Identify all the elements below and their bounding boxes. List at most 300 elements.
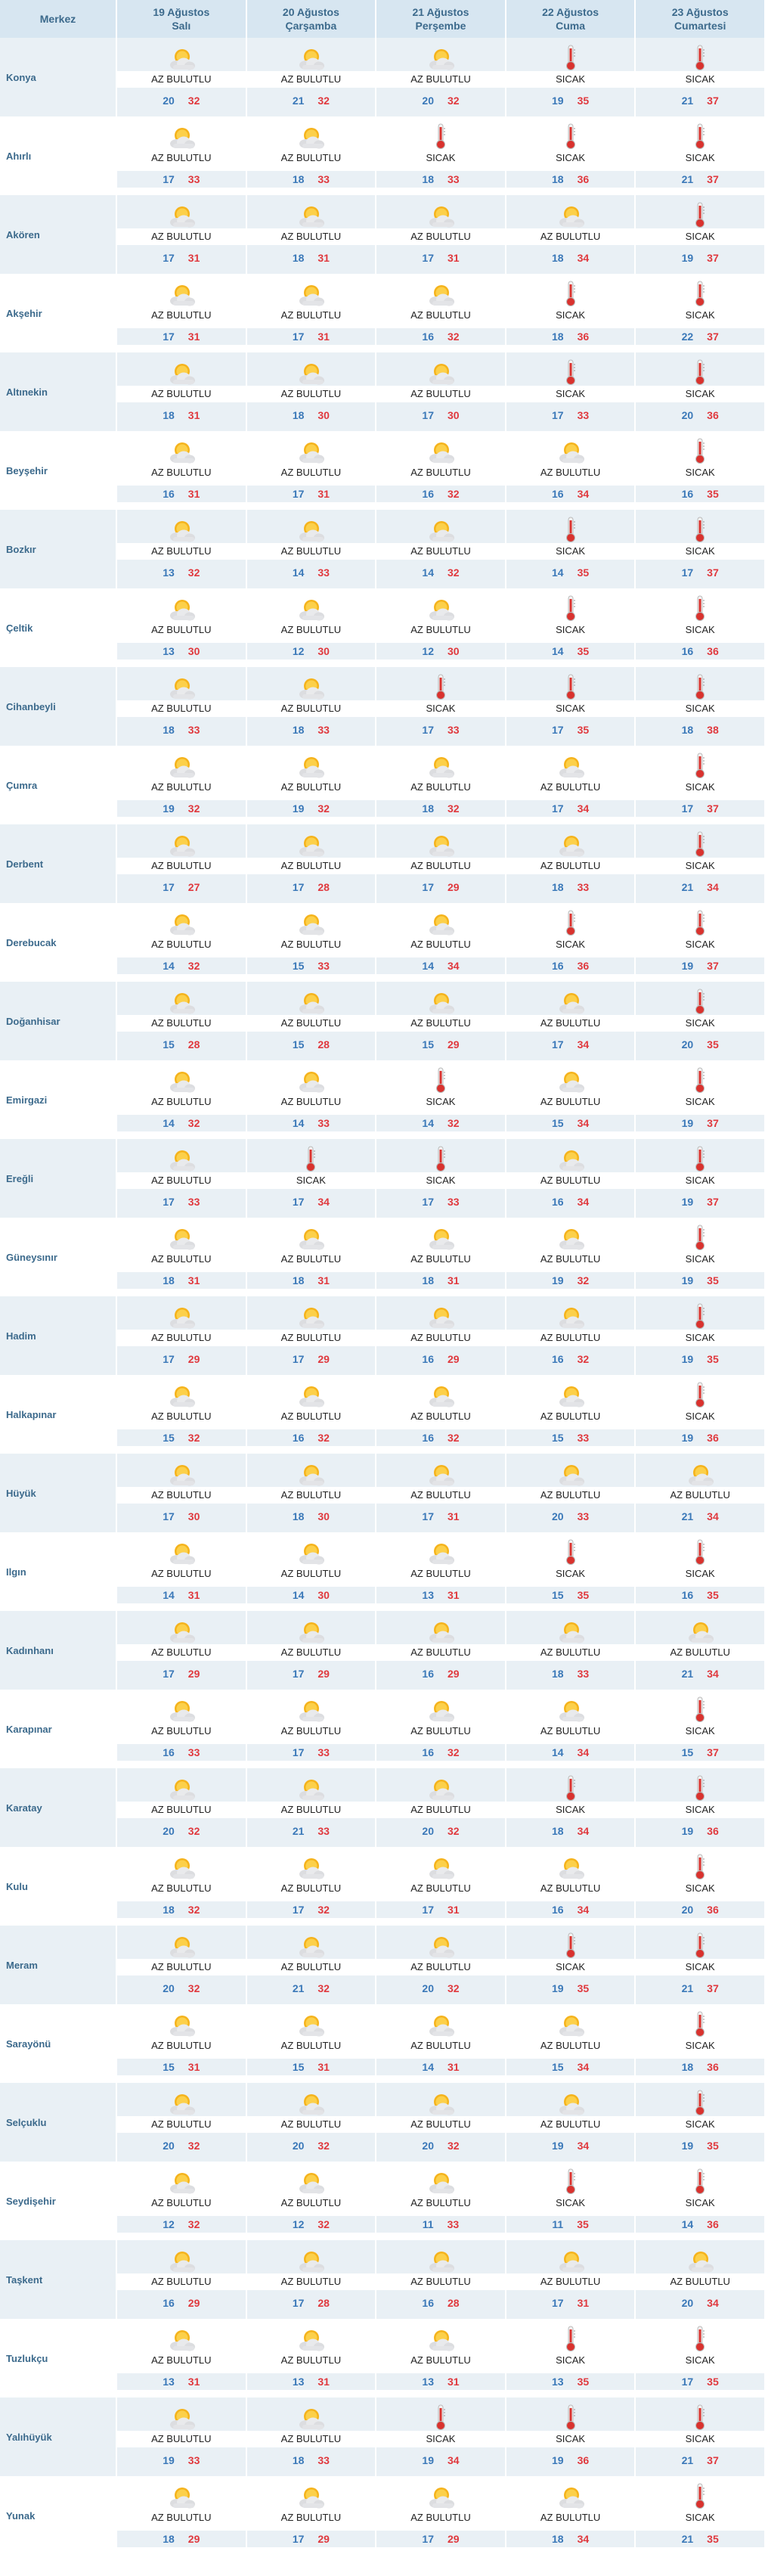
partly-cloudy-icon [117, 510, 246, 543]
day-forecast [506, 38, 635, 116]
partly-cloudy-icon [117, 903, 246, 936]
min-temperature: 16 [552, 1353, 564, 1365]
weather-description: SICAK [636, 1251, 764, 1268]
day-forecast [636, 274, 764, 352]
max-temperature: 32 [447, 1982, 460, 1994]
temperature-range [376, 2531, 505, 2547]
max-temperature: 31 [317, 2376, 330, 2388]
partly-cloudy-icon [506, 2240, 635, 2273]
city-name[interactable]: Sarayönü [0, 2004, 116, 2083]
weather-description: SICAK [636, 2352, 764, 2369]
temperature-range [117, 1036, 246, 1053]
partly-cloudy-icon [247, 824, 376, 858]
city-name[interactable]: Ereğli [0, 1139, 116, 1218]
city-name[interactable]: Beyşehir [0, 431, 116, 510]
partly-cloudy-icon [506, 2004, 635, 2038]
forecast-cell [116, 746, 246, 824]
partly-cloudy-icon [376, 2004, 505, 2038]
min-temperature: 16 [552, 1196, 564, 1208]
forecast-cell [116, 2162, 246, 2240]
max-temperature: 32 [447, 95, 460, 107]
max-temperature: 37 [707, 1746, 719, 1758]
min-temperature: 17 [163, 252, 175, 264]
city-name[interactable]: Yalıhüyük [0, 2398, 116, 2476]
city-name[interactable]: Kadınhanı [0, 1611, 116, 1690]
temperature-range [247, 2452, 376, 2469]
temperature-range [506, 1351, 635, 1367]
thermometer-hot-icon [636, 510, 764, 543]
max-temperature: 30 [317, 1589, 330, 1601]
temperature-range [376, 486, 505, 502]
weather-description: AZ BULUTLU [506, 1094, 635, 1110]
partly-cloudy-icon [247, 1926, 376, 1959]
table-row [0, 1847, 765, 1926]
partly-cloudy-icon [117, 1768, 246, 1802]
temperature-range [636, 1980, 764, 1997]
partly-cloudy-icon [376, 274, 505, 307]
day-forecast [247, 1926, 376, 2004]
min-temperature: 17 [163, 173, 175, 185]
day-forecast [247, 667, 376, 746]
weather-description: AZ BULUTLU [247, 2431, 376, 2447]
temperature-range [247, 2531, 376, 2547]
forecast-cell [635, 982, 765, 1060]
max-temperature: 29 [187, 2533, 200, 2545]
min-temperature: 16 [422, 1432, 434, 1444]
forecast-cell [116, 195, 246, 274]
day-forecast [247, 2398, 376, 2476]
min-temperature: 21 [681, 1982, 694, 1994]
max-temperature: 28 [317, 1038, 330, 1051]
max-temperature: 33 [187, 1746, 200, 1758]
max-temperature: 36 [707, 1432, 719, 1444]
city-name[interactable]: Cihanbeyli [0, 667, 116, 746]
weather-description: AZ BULUTLU [247, 464, 376, 481]
temperature-range [117, 879, 246, 895]
min-temperature: 18 [292, 173, 305, 185]
temperature-range [506, 2531, 635, 2547]
temperature-range [117, 643, 246, 660]
temperature-range [636, 250, 764, 266]
max-temperature: 34 [447, 2454, 460, 2466]
city-name[interactable]: Akşehir [0, 274, 116, 352]
partly-cloudy-icon [117, 1690, 246, 1723]
city-name[interactable]: Akören [0, 195, 116, 274]
thermometer-hot-icon [636, 2319, 764, 2352]
day-forecast [117, 1611, 246, 1690]
max-temperature: 34 [577, 252, 590, 264]
forecast-cell [376, 2319, 506, 2398]
day-forecast [117, 1218, 246, 1296]
min-temperature: 17 [422, 1904, 434, 1916]
weather-description: SICAK [636, 307, 764, 324]
forecast-cell [116, 274, 246, 352]
weather-description: AZ BULUTLU [117, 1880, 246, 1897]
weather-description: SICAK [636, 2116, 764, 2133]
day-forecast [247, 38, 376, 116]
max-temperature: 33 [317, 566, 330, 579]
day-forecast [506, 116, 635, 195]
max-temperature: 32 [447, 1746, 460, 1758]
day-forecast [636, 1139, 764, 1218]
thermometer-hot-icon [636, 38, 764, 71]
max-temperature: 31 [317, 488, 330, 500]
min-temperature: 15 [552, 1589, 564, 1601]
min-temperature: 14 [552, 645, 564, 657]
partly-cloudy-icon [376, 746, 505, 779]
max-temperature: 32 [317, 1432, 330, 1444]
min-temperature: 19 [552, 1982, 564, 1994]
city-name[interactable]: Karapınar [0, 1690, 116, 1768]
thermometer-hot-icon [506, 274, 635, 307]
min-temperature: 17 [422, 409, 434, 421]
weather-description: AZ BULUTLU [376, 1880, 505, 1897]
table-row [0, 1611, 765, 1690]
min-temperature: 16 [163, 2297, 175, 2309]
day-forecast [247, 510, 376, 588]
forecast-cell [635, 1847, 765, 1926]
forecast-cell [376, 588, 506, 667]
temperature-range [506, 2295, 635, 2311]
forecast-cell [506, 1218, 636, 1296]
partly-cloudy-icon [247, 982, 376, 1015]
temperature-range [247, 1351, 376, 1367]
day-forecast [376, 431, 505, 510]
partly-cloudy-icon [117, 1926, 246, 1959]
forecast-cell [376, 2398, 506, 2476]
thermometer-hot-icon [636, 1768, 764, 1802]
forecast-cell [506, 2004, 636, 2083]
partly-cloudy-icon [506, 195, 635, 228]
max-temperature: 36 [577, 331, 590, 343]
temperature-range [636, 328, 764, 345]
partly-cloudy-icon [247, 1060, 376, 1094]
partly-cloudy-icon [506, 746, 635, 779]
temperature-range [376, 1665, 505, 1682]
day-forecast [376, 2004, 505, 2083]
max-temperature: 33 [577, 1668, 590, 1680]
weather-description: AZ BULUTLU [247, 1959, 376, 1975]
weather-description: AZ BULUTLU [247, 1802, 376, 1818]
day-forecast [376, 2398, 505, 2476]
city-name[interactable]: Taşkent [0, 2240, 116, 2319]
table-row [0, 588, 765, 667]
weather-description: AZ BULUTLU [376, 1959, 505, 1975]
min-temperature: 18 [292, 252, 305, 264]
partly-cloudy-icon [117, 431, 246, 464]
min-temperature: 18 [292, 409, 305, 421]
city-name[interactable]: Hüyük [0, 1454, 116, 1532]
temperature-range [117, 1587, 246, 1603]
min-temperature: 21 [292, 1982, 305, 1994]
day-forecast [247, 431, 376, 510]
temperature-range [376, 1744, 505, 1761]
min-temperature: 18 [163, 2533, 175, 2545]
max-temperature: 32 [187, 2218, 200, 2230]
partly-cloudy-icon [117, 1454, 246, 1487]
partly-cloudy-icon [376, 1690, 505, 1723]
temperature-range [636, 800, 764, 817]
weather-description: SICAK [636, 1959, 764, 1975]
weather-description: SICAK [636, 1802, 764, 1818]
thermometer-hot-icon [506, 116, 635, 150]
min-temperature: 17 [292, 331, 305, 343]
forecast-cell [116, 2398, 246, 2476]
forecast-cell [635, 824, 765, 903]
city-name[interactable]: Selçuklu [0, 2083, 116, 2162]
forecast-cell [635, 746, 765, 824]
forecast-cell [246, 2319, 376, 2398]
weather-description: AZ BULUTLU [117, 1408, 246, 1425]
city-name[interactable]: Meram [0, 1926, 116, 2004]
min-temperature: 11 [422, 2218, 434, 2230]
partly-cloudy-icon [117, 746, 246, 779]
weather-description: SICAK [636, 700, 764, 717]
min-temperature: 12 [422, 645, 434, 657]
temperature-range [247, 407, 376, 424]
max-temperature: 31 [447, 1589, 460, 1601]
max-temperature: 37 [707, 1196, 719, 1208]
min-temperature: 20 [681, 409, 694, 421]
partly-cloudy-icon [117, 2319, 246, 2352]
day-forecast [117, 1847, 246, 1926]
day-forecast [376, 2162, 505, 2240]
weather-description: SICAK [636, 1172, 764, 1189]
day-forecast [247, 352, 376, 431]
day-forecast [506, 1454, 635, 1532]
forecast-cell [246, 510, 376, 588]
temperature-range [117, 2295, 246, 2311]
weather-description: AZ BULUTLU [117, 150, 246, 166]
forecast-cell [635, 510, 765, 588]
weather-description: SICAK [506, 936, 635, 953]
city-name[interactable]: Güneysınır [0, 1218, 116, 1296]
min-temperature: 17 [681, 2376, 694, 2388]
table-row [0, 1218, 765, 1296]
forecast-cell [376, 510, 506, 588]
city-name[interactable]: Konya [0, 38, 116, 116]
min-temperature: 19 [681, 1274, 694, 1286]
forecast-cell [116, 824, 246, 903]
weather-description: AZ BULUTLU [247, 228, 376, 245]
forecast-cell [506, 1611, 636, 1690]
temperature-range [117, 2059, 246, 2075]
temperature-range [636, 2059, 764, 2075]
max-temperature: 37 [707, 802, 719, 815]
weather-description: SICAK [376, 2431, 505, 2447]
city-name[interactable]: Karatay [0, 1768, 116, 1847]
day-forecast [636, 2240, 764, 2319]
max-temperature: 32 [447, 802, 460, 815]
partly-cloudy-icon [247, 1690, 376, 1723]
max-temperature: 37 [707, 252, 719, 264]
min-temperature: 18 [552, 331, 564, 343]
temperature-range [117, 564, 246, 581]
day-forecast [247, 1375, 376, 1454]
forecast-cell [116, 667, 246, 746]
forecast-cell [116, 1611, 246, 1690]
max-temperature: 31 [187, 252, 200, 264]
city-name[interactable]: Ahırlı [0, 116, 116, 195]
weather-description: AZ BULUTLU [117, 2352, 246, 2369]
forecast-cell [376, 431, 506, 510]
weather-description: AZ BULUTLU [247, 2509, 376, 2526]
day-forecast [117, 2083, 246, 2162]
min-temperature: 19 [422, 2454, 434, 2466]
forecast-cell [376, 38, 506, 116]
day-forecast [506, 1532, 635, 1611]
temperature-range [376, 171, 505, 188]
partly-cloudy-icon [117, 38, 246, 71]
day-forecast [506, 2476, 635, 2555]
weather-description: AZ BULUTLU [376, 2352, 505, 2369]
thermometer-hot-icon [636, 1060, 764, 1094]
forecast-cell [116, 1454, 246, 1532]
forecast-cell [246, 746, 376, 824]
thermometer-hot-icon [506, 2162, 635, 2195]
day-forecast [376, 824, 505, 903]
forecast-cell [246, 588, 376, 667]
min-temperature: 13 [552, 2376, 564, 2388]
max-temperature: 30 [187, 1510, 200, 1522]
max-temperature: 33 [447, 173, 460, 185]
max-temperature: 38 [707, 724, 719, 736]
day-forecast [506, 1060, 635, 1139]
temperature-range [247, 2295, 376, 2311]
max-temperature: 32 [447, 488, 460, 500]
day-forecast [506, 195, 635, 274]
forecast-cell [635, 1768, 765, 1847]
day-forecast [117, 116, 246, 195]
min-temperature: 13 [163, 2376, 175, 2388]
max-temperature: 27 [187, 881, 200, 893]
city-name[interactable]: Hadim [0, 1296, 116, 1375]
weather-description: AZ BULUTLU [506, 2509, 635, 2526]
weather-description: AZ BULUTLU [247, 1094, 376, 1110]
max-temperature: 33 [317, 1117, 330, 1129]
day-forecast [247, 746, 376, 824]
city-name[interactable]: Derbent [0, 824, 116, 903]
temperature-range [247, 1980, 376, 1997]
weather-description: AZ BULUTLU [506, 1172, 635, 1189]
thermometer-hot-icon [506, 903, 635, 936]
table-row [0, 1926, 765, 2004]
city-name[interactable]: Emirgazi [0, 1060, 116, 1139]
city-name[interactable]: Derebucak [0, 903, 116, 982]
day-forecast [376, 1847, 505, 1926]
partly-cloudy-icon [247, 2319, 376, 2352]
partly-cloudy-icon [247, 1296, 376, 1330]
partly-cloudy-icon [247, 195, 376, 228]
temperature-range [117, 407, 246, 424]
city-name[interactable]: Bozkır [0, 510, 116, 588]
city-name[interactable]: Yunak [0, 2476, 116, 2555]
thermometer-hot-icon [636, 1296, 764, 1330]
min-temperature: 17 [163, 1668, 175, 1680]
weather-description: AZ BULUTLU [376, 2273, 505, 2290]
city-name[interactable]: Seydişehir [0, 2162, 116, 2240]
temperature-range [117, 486, 246, 502]
city-name[interactable]: Halkapınar [0, 1375, 116, 1454]
min-temperature: 17 [422, 2533, 434, 2545]
partly-cloudy-icon [636, 1454, 764, 1487]
temperature-range [247, 643, 376, 660]
partly-cloudy-icon [117, 2162, 246, 2195]
city-name[interactable]: Çeltik [0, 588, 116, 667]
weather-description: AZ BULUTLU [117, 1644, 246, 1661]
city-name[interactable]: Altınekin [0, 352, 116, 431]
weather-description: SICAK [376, 700, 505, 717]
max-temperature: 32 [187, 1904, 200, 1916]
temperature-range [376, 2059, 505, 2075]
temperature-range [636, 722, 764, 738]
city-name[interactable]: Doğanhisar [0, 982, 116, 1060]
city-name[interactable]: Ilgın [0, 1532, 116, 1611]
city-name[interactable]: Çumra [0, 746, 116, 824]
weather-description: AZ BULUTLU [247, 386, 376, 402]
temperature-range [636, 92, 764, 109]
forecast-cell [376, 116, 506, 195]
min-temperature: 16 [422, 1353, 434, 1365]
forecast-cell [635, 38, 765, 116]
day-forecast [376, 38, 505, 116]
day-forecast [117, 38, 246, 116]
forecast-cell [246, 1060, 376, 1139]
thermometer-hot-icon [506, 588, 635, 622]
forecast-cell [116, 116, 246, 195]
min-temperature: 20 [422, 1982, 434, 1994]
day-forecast [506, 2240, 635, 2319]
max-temperature: 29 [317, 1353, 330, 1365]
forecast-cell [246, 2004, 376, 2083]
max-temperature: 36 [707, 409, 719, 421]
max-temperature: 29 [317, 2533, 330, 2545]
forecast-cell [246, 1847, 376, 1926]
max-temperature: 29 [447, 1353, 460, 1365]
forecast-cell [376, 2004, 506, 2083]
max-temperature: 36 [707, 2218, 719, 2230]
forecast-cell [635, 1454, 765, 1532]
max-temperature: 34 [317, 1196, 330, 1208]
max-temperature: 34 [707, 881, 719, 893]
min-temperature: 14 [163, 1117, 175, 1129]
day-forecast [636, 1611, 764, 1690]
weather-description: AZ BULUTLU [247, 2273, 376, 2290]
partly-cloudy-icon [247, 2240, 376, 2273]
partly-cloudy-icon [506, 1611, 635, 1644]
max-temperature: 33 [317, 724, 330, 736]
weather-description: AZ BULUTLU [247, 858, 376, 874]
thermometer-hot-icon [636, 1375, 764, 1408]
max-temperature: 29 [187, 1668, 200, 1680]
min-temperature: 19 [163, 802, 175, 815]
min-temperature: 18 [681, 724, 694, 736]
partly-cloudy-icon [117, 1218, 246, 1251]
city-name[interactable]: Tuzlukçu [0, 2319, 116, 2398]
day-forecast [376, 1296, 505, 1375]
min-temperature: 20 [163, 2140, 175, 2152]
max-temperature: 33 [317, 173, 330, 185]
forecast-cell [635, 667, 765, 746]
partly-cloudy-icon [247, 1532, 376, 1566]
temperature-range [636, 564, 764, 581]
day-forecast [636, 116, 764, 195]
temperature-range [247, 328, 376, 345]
temperature-range [636, 2373, 764, 2390]
city-name[interactable]: Kulu [0, 1847, 116, 1926]
day-forecast [376, 746, 505, 824]
weather-description: AZ BULUTLU [376, 1566, 505, 1582]
